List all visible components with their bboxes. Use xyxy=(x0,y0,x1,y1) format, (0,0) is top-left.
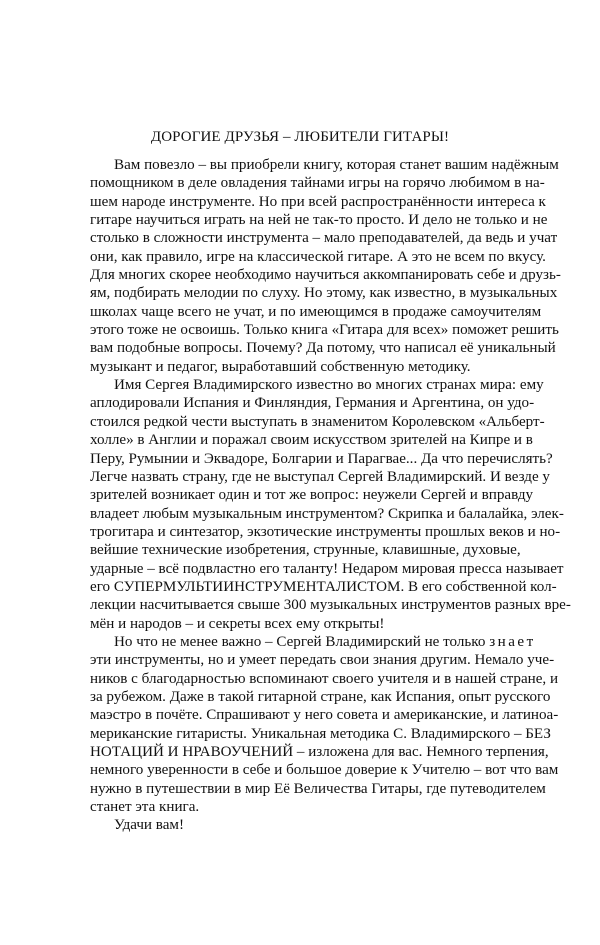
closing-line: Удачи вам! xyxy=(114,817,184,834)
text-line: ям, подбирать мелодии по слуху. Но этому, как известно, в музыкальных xyxy=(90,285,558,302)
text-line: этого тоже не освоишь. Только книга «Гитара для всех» поможет решить xyxy=(90,322,559,339)
text-line: Имя Сергея Владимирского известно во многих странах мира: ему xyxy=(114,377,544,394)
text-line: музыкант и педагог, выработавший собственную методику. xyxy=(90,358,471,375)
text-line: мён и народов – и секреты всех ему открыты! xyxy=(90,615,385,632)
text-line: маэстро в почёте. Спрашивают у него совета и американские, и латиноа- xyxy=(90,707,559,724)
text-line: зрителей возникает один и тот же вопрос: неужели Сергей и вправду xyxy=(90,487,534,504)
text-line: столько в сложности инструмента – мало преподавателей, да ведь и учат xyxy=(90,230,558,247)
text-line: немного уверенности в себе и большое доверие к Учителю – вот что вам xyxy=(90,762,559,779)
body-text xyxy=(90,156,571,835)
text-line: Для многих скорее необходимо научиться аккомпанировать себе и друзь- xyxy=(90,267,561,284)
spaced-emphasis: знает xyxy=(489,633,536,650)
text-line: трогитара и синтезатор, экзотические инструменты прошлых веков и но- xyxy=(90,523,561,540)
text-line-with-emphasis xyxy=(90,633,536,651)
text-line: лекции насчитывается свыше 300 музыкальных инструментов разных вре- xyxy=(90,597,571,614)
page-title: ДОРОГИЕ ДРУЗЬЯ – ЛЮБИТЕЛИ ГИТАРЫ! xyxy=(150,129,450,145)
text-line: владеет любым музыкальным инструментом? Скрипка и балалайка, элек- xyxy=(90,505,564,522)
text-line: ударные – всё подвластно его таланту! Недаром мировая пресса называет xyxy=(90,560,564,577)
text-line: эти инструменты, но и умеет передать свои знания другим. Немало уче- xyxy=(90,652,555,669)
text-line: холле» в Англии и поражал своим искусством зрителей на Кипре и в xyxy=(90,432,533,449)
text-line: вам подобные вопросы. Почему? Да потому, что написал её уникальный xyxy=(90,340,556,357)
text-line: стоился редкой чести выступать в знаменитом Королевском «Альберт- xyxy=(90,413,545,430)
text-line: за рубежом. Даже в такой гитарной стране, как Испания, опыт русского xyxy=(90,688,551,705)
text-line: Легче назвать страну, где не выступал Сергей Владимирский. И везде у xyxy=(90,468,550,485)
text-line: Вам повезло – вы приобрели книгу, которая станет вашим надёжным xyxy=(114,157,559,173)
text-line: шем народе инструменте. Но при всей распространённости интереса к xyxy=(90,193,546,210)
text-segment: Но что не менее важно – Сергей Владимирский не только xyxy=(114,633,490,650)
text-line: они, как правило, игре на классической гитаре. А это не всем по вкусу. xyxy=(90,248,546,265)
text-line: школах чаще всего не учат, и по имеющимся в продаже самоучителям xyxy=(90,303,542,320)
text-line: Перу, Румынии и Эквадоре, Болгарии и Парагвае... Да что перечислять? xyxy=(90,450,553,467)
text-line: гитаре научиться играть на ней не так-то просто. И дело не только и не xyxy=(90,212,548,229)
text-line: вейшие технические изобретения, струнные, клавишные, духовые, xyxy=(90,542,521,559)
text-line: ников с благодарностью вспоминают своего учителя и в нашей стране, и xyxy=(90,670,559,687)
text-line: помощником в деле овладения тайнами игры на горячо любимом в на- xyxy=(90,175,545,192)
text-line: НОТАЦИЙ И НРАВОУЧЕНИЙ – изложена для вас. Немного терпения, xyxy=(90,744,549,760)
text-line: станет эта книга. xyxy=(90,799,200,816)
text-line: нужно в путешествии в мир Её Величества Гитары, где путеводителем xyxy=(90,780,546,797)
text-line: мериканские гитаристы. Уникальная методика С. Владимирского – БЕЗ xyxy=(90,725,551,742)
text-line: его СУПЕРМУЛЬТИИНСТРУМЕНТАЛИСТОМ. В его собственной кол- xyxy=(90,578,557,595)
text-line: аплодировали Испания и Финляндия, Германия и Аргентина, он удо- xyxy=(90,395,535,412)
